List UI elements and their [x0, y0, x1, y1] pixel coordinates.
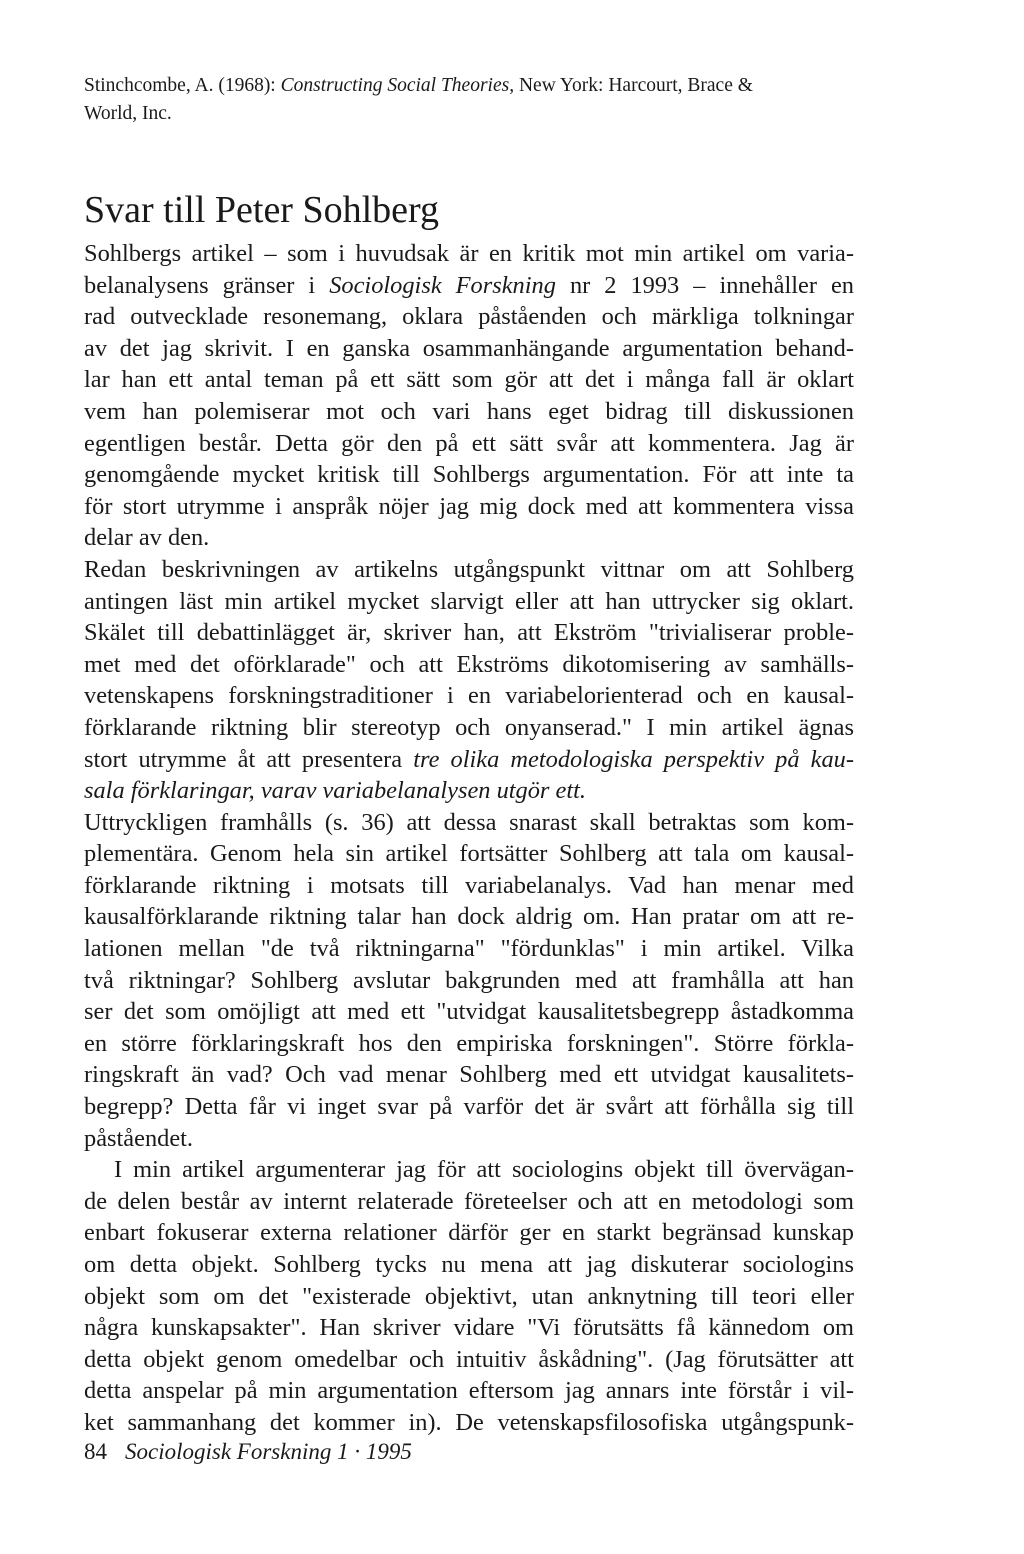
text-line: ringskraft än vad? Och vad menar Sohlberg med ett utvidgat kausalitets- [84, 1061, 854, 1089]
text-line: påståendet. [84, 1124, 194, 1152]
journal-name: Sociologisk Forskning [329, 271, 556, 299]
text-line: belanalysens gränser i Sociologisk Forskning nr 2 1993 – innehåller en [84, 271, 854, 299]
reference-author: Stinchcombe, A. (1968): [84, 75, 281, 96]
text-line: detta objekt genom omedelbar och intuitiv åskådning". (Jag förutsätter att [84, 1345, 854, 1373]
text-line: vetenskapens forskningstraditioner i en variabelorienterad och en kausal- [84, 682, 854, 710]
text-line: I min artikel argumenterar jag för att sociologins objekt till övervägan- [114, 1156, 854, 1184]
text-line: antingen läst min artikel mycket slarvigt eller att han uttrycker sig oklart. [84, 587, 854, 615]
text-line: genomgående mycket kritisk till Sohlbergs argumentation. För att inte ta [84, 461, 854, 489]
reference-publisher: New York: Harcourt, Brace & [514, 75, 753, 96]
text-line: förklarande riktning i motsats till variabelanalys. Vad han menar med [84, 871, 854, 899]
page-number: 84 [84, 1439, 107, 1464]
text-line: lationen mellan "de två riktningarna" "fördunklas" i min artikel. Vilka [84, 935, 854, 963]
paragraph-4 [84, 1154, 854, 1438]
text-line: de delen består av internt relaterade företeelser och att en metodologi som [84, 1187, 854, 1215]
article-body [84, 238, 854, 1439]
text-line: en större förklaringskraft hos den empiriska forskningen". Större förkla- [84, 1029, 854, 1057]
text-line: Skälet till debattinlägget är, skriver han, att Ekström "trivialiserar proble- [84, 619, 854, 647]
text-line: för stort utrymme i anspråk nöjer jag mig dock med att kommentera vissa [84, 492, 854, 520]
text-line [84, 775, 854, 807]
text-line: Uttryckligen framhålls (s. 36) att dessa snarast skall betraktas som kom- [84, 808, 854, 836]
text-line: stort utrymme åt att presentera tre olika metodologiska perspektiv på kau- [84, 745, 854, 773]
text-line: detta anspelar på min argumentation eftersom jag annars inte förstår i vil- [84, 1377, 854, 1405]
text-line: lar han ett antal teman på ett sätt som gör att det i många fall är oklart [84, 366, 854, 394]
paragraph-1 [84, 238, 854, 554]
paragraph-3 [84, 807, 854, 1155]
text-line: några kunskapsakter". Han skriver vidare "Vi förutsätts få kännedom om [84, 1314, 854, 1342]
paragraph-2 [84, 554, 854, 807]
text-line: vem han polemiserar mot och vari hans eget bidrag till diskussionen [84, 397, 854, 425]
text-line: objekt som om det "existerade objektivt, utan anknytning till teori eller [84, 1282, 854, 1310]
text-line: förklarande riktning blir stereotyp och onyanserad." I min artikel ägnas [84, 713, 854, 741]
article-title: Svar till Peter Sohlberg [84, 189, 439, 231]
emphasis-text: sala förklaringar, varav variabelanalysen utgör ett. [84, 777, 586, 805]
text-line: ket sammanhang det kommer in). De vetenskapsfilosofiska utgångspunk- [84, 1408, 854, 1436]
text-line: två riktningar? Sohlberg avslutar bakgrunden med att framhålla att han [84, 966, 854, 994]
reference-book-title: Constructing Social Theories, [280, 75, 515, 96]
text-line: Sohlbergs artikel – som i huvudsak är en kritik mot min artikel om varia- [84, 240, 854, 267]
page-footer [84, 1436, 412, 1468]
text-line: Redan beskrivningen av artikelns utgångspunkt vittnar om att Sohlberg [84, 555, 854, 583]
text-line: kausalförklarande riktning talar han dock aldrig om. Han pratar om att re- [84, 903, 854, 931]
text-line: plementära. Genom hela sin artikel fortsätter Sohlberg att tala om kausal- [84, 840, 854, 868]
text-line: egentligen består. Detta gör den på ett sätt svår att kommentera. Jag är [84, 429, 854, 457]
text-line: met med det oförklarade" och att Ekströms dikotomisering av samhälls- [84, 650, 854, 678]
text-line: ser det som omöjligt att med ett "utvidgat kausalitetsbegrepp åstadkomma [84, 998, 854, 1026]
text-line: begrepp? Detta får vi inget svar på varför det är svårt att förhålla sig till [84, 1093, 854, 1121]
reference-entry [84, 72, 854, 128]
emphasis-text: tre olika metodologiska perspektiv på kau- [413, 745, 854, 773]
text-line: av det jag skrivit. I en ganska osammanhängande argumentation behand- [84, 334, 854, 362]
text-line: enbart fokuserar externa relationer därför ger en starkt begränsad kunskap [84, 1219, 854, 1247]
reference-publisher-cont: World, Inc. [84, 103, 172, 124]
text-line: delar av den. [84, 524, 210, 552]
text-line: rad outvecklade resonemang, oklara påståenden och märkliga tolkningar [84, 303, 854, 331]
journal-issue: Sociologisk Forskning 1 · 1995 [125, 1439, 412, 1464]
text-line: om detta objekt. Sohlberg tycks nu mena att jag diskuterar sociologins [84, 1251, 854, 1278]
